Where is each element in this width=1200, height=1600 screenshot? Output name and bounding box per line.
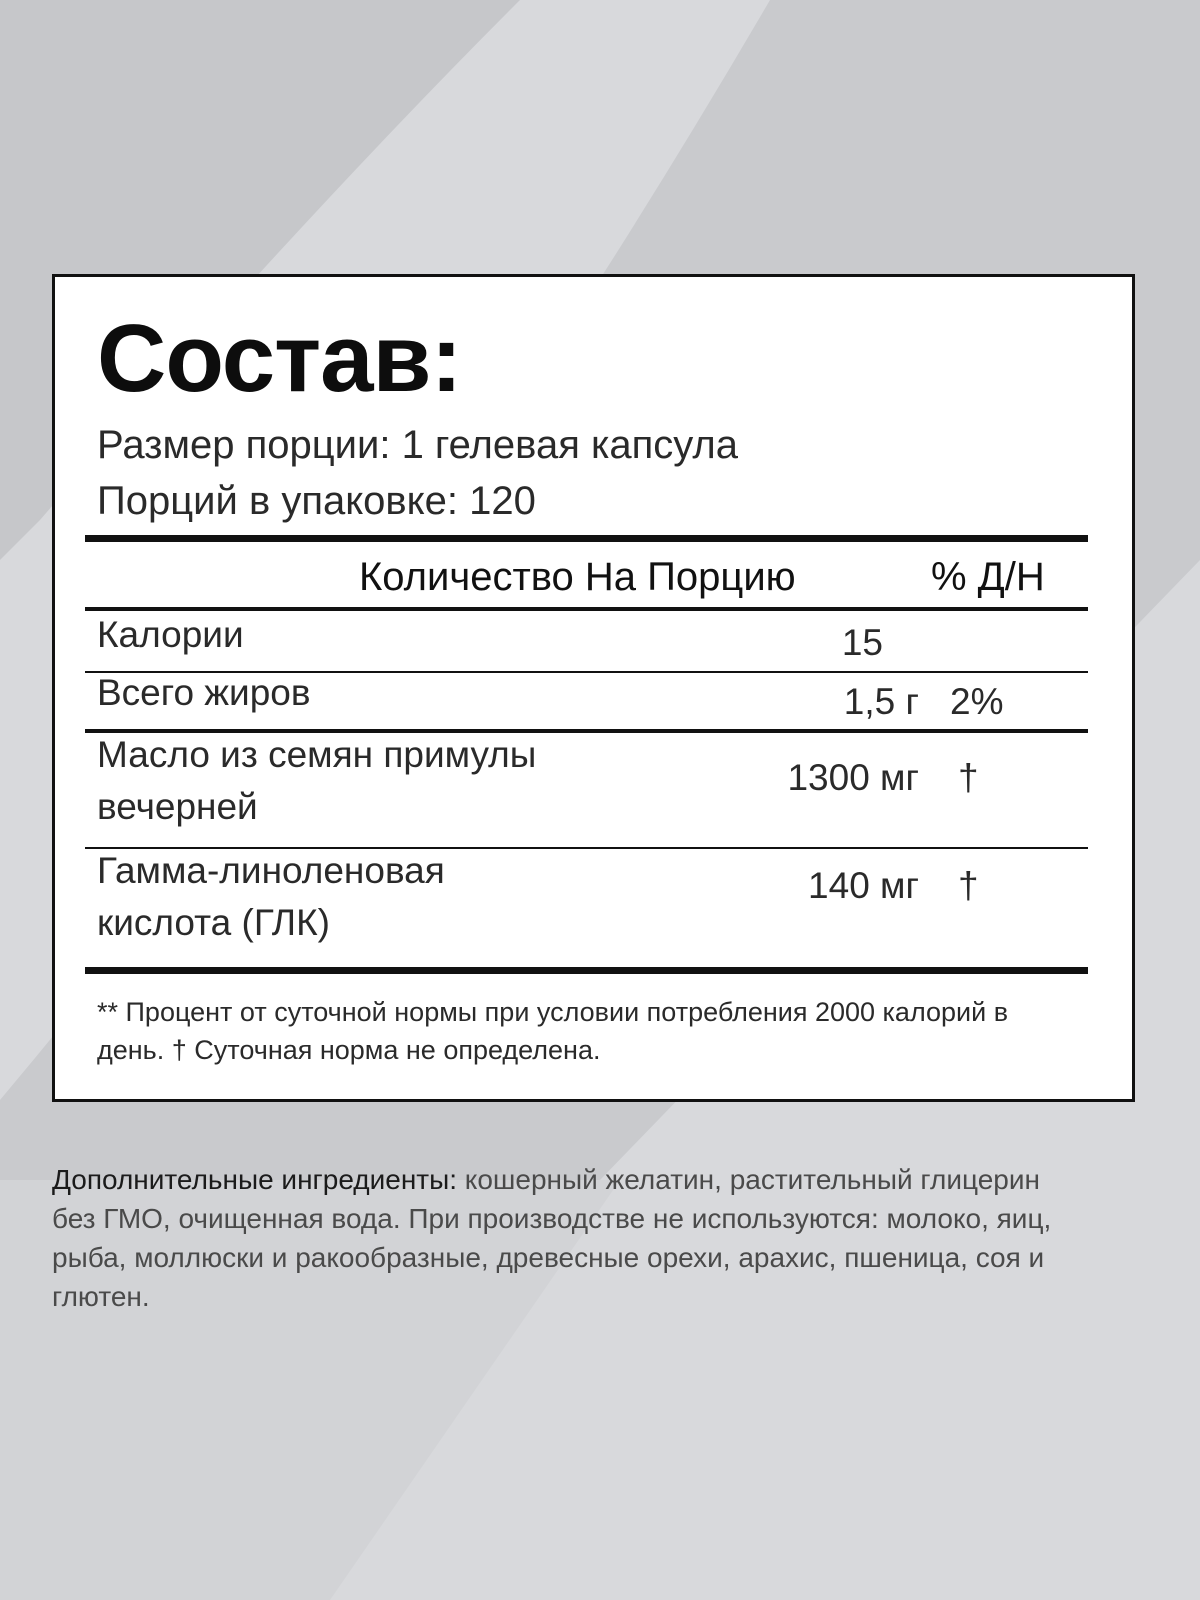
row-dv-primrose-oil: † — [958, 757, 979, 798]
row-amount-primrose-oil: 1300 мг — [787, 757, 919, 798]
divider-thick-top — [85, 535, 1088, 542]
serving-size: Размер порции: 1 гелевая капсула — [97, 423, 738, 467]
row-name-gla: Гамма-линоленовая кислота (ГЛК) — [97, 850, 445, 943]
header-daily-value: % Д/Н — [931, 555, 1045, 599]
panel-title: Состав: — [97, 305, 462, 412]
additional-ingredients-label: Дополнительные ингредиенты: — [52, 1164, 458, 1195]
row-amount-gla: 140 мг — [808, 865, 919, 906]
row-dv-total-fat: 2% — [950, 681, 1004, 722]
nutrition-facts-panel — [52, 274, 1135, 1102]
row-name-total-fat: Всего жиров — [97, 672, 311, 713]
row-dv-gla: † — [958, 865, 979, 906]
row-name-primrose-oil: Масло из семян примулы вечерней — [97, 734, 537, 827]
additional-ingredients-text: кошерный желатин, растительный глицерин без ГМО, очищенная вода. При производстве не используются: молоко, яиц, рыба, моллюски и ракообразные, древесные орехи, арахис, пшеница, соя и глютен. — [52, 1164, 1052, 1312]
additional-ingredients — [52, 1160, 1062, 1316]
divider-thick-bottom — [85, 967, 1088, 974]
footnote: ** Процент от суточной нормы при условии потребления 2000 калорий в день. † Суточная норма не определена. — [97, 997, 1009, 1065]
row-name-calories: Калории — [97, 614, 244, 655]
servings-per-container: Порций в упаковке: 120 — [97, 479, 536, 523]
row-amount-total-fat: 1,5 г — [843, 681, 919, 722]
header-amount-per-serving: Количество На Порцию — [359, 555, 796, 599]
row-amount-calories: 15 — [841, 622, 883, 663]
